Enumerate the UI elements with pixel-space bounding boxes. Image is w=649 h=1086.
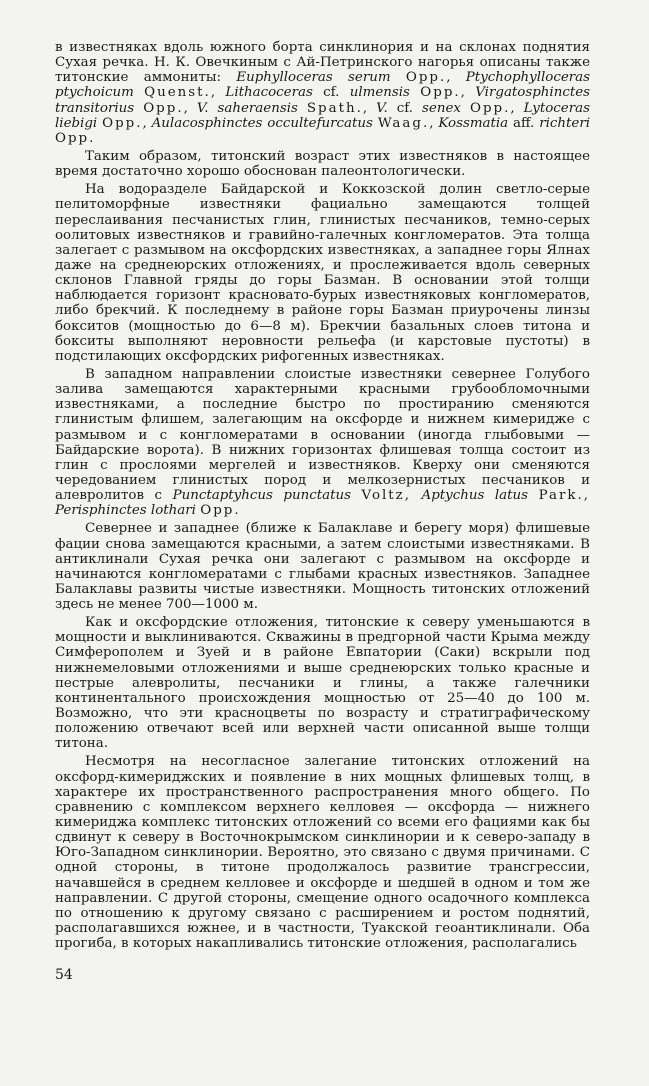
taxon-name: Lithacoceras — [225, 85, 313, 101]
text-run: В западном направлении слоистые известняки севернее Голубого залива замещаются характерными красными грубообломочными известняками, а последние быстро по простиранию сменяются глинистым флишем, залегающим на оксфорде и нижнем кимеридже с размывом и с конгломератами в основании (иногда глыбовыми — Байдарские ворота). В нижних горизонтах флишевая толща состоит из глин с прослоями мергелей и известняков. Кверху они сменяются чередованием глинистых пород и мелкозернистых песчаников и алевролитов с — [55, 366, 590, 504]
text-run: , — [460, 85, 476, 101]
author-name: Spath. — [306, 100, 363, 116]
text-run: в известняках вдоль южного борта синклинория и на склонах поднятия Сухая речка. Н. К. Овечкиным с Ай-Петринского нагорья описаны также титонские аммониты: — [55, 40, 590, 86]
text-run: , — [183, 100, 197, 116]
paragraph — [55, 40, 590, 146]
paragraph — [55, 182, 590, 364]
author-name: Voltz, — [361, 488, 411, 504]
paragraph — [55, 521, 590, 612]
taxon-name: Lytoceras liebigi — [55, 100, 590, 131]
text-column — [55, 40, 590, 951]
page-number: 54 — [55, 967, 73, 983]
text-run — [410, 85, 420, 100]
taxon-name: Punctaptyhcus punctatus — [172, 488, 351, 504]
text-run: , — [210, 85, 226, 101]
taxon-name: Perisphinctes lothari — [55, 503, 196, 519]
author-name: Opp. — [143, 100, 184, 116]
taxon-name: Virgatosphinctes transitorius — [55, 85, 591, 116]
taxon-name: Aptychus latus — [421, 488, 529, 504]
taxon-name: senex — [422, 100, 461, 116]
text-run — [411, 488, 422, 503]
taxon-name: ulmensis — [349, 85, 410, 101]
paragraph — [55, 754, 590, 951]
text-run: , — [362, 100, 377, 116]
text-run — [134, 85, 144, 100]
taxon-name: Euphylloceras serum — [236, 70, 391, 86]
author-name: Opp. — [200, 503, 241, 519]
text-run: cf. — [312, 85, 350, 101]
text-run: aff. — [508, 115, 540, 131]
text-run: Несмотря на несогласное залегание титонских отложений на оксфорд-кимериджских и появление в них мощных флишевых толщ, в характере их пространственного распространения много общего. По сравнению с комплексом верхнего келловея — оксфорда — нижнего кимериджа комплекс титонских отложений со всеми его фациями как бы сдвинут к северу в Восточнокрымском синклинории и к северо-западу в Юго-Западном синклинории. Вероятно, это связано с двумя причинами. С одной стороны, в титоне продолжалось развитие трансгрессии, начавшейся в среднем келловее и оксфорде и шедшей в одном и том же направлении. С другой стороны, смещение одного осадочного комплекса по отношению к другому связано с расширением и ростом поднятий, располагавшихся южнее, и в частности, Туакской геоантиклинали. Оба прогиба, в которых накапливались титонские отложения, располагались — [55, 754, 590, 952]
text-run: Как и оксфордские отложения, титонские к северу уменьшаются в мощности и выклиниваются. Скважины в предгорной части Крыма между Симферополем и Зуей и в районе Евпатории (Саки) вскрыли под нижнемеловыми отложениями и выше среднеюрских только красные и пестрые алевролиты, песчаники и глины, а также галечники континентального происхождения мощностью от 25—40 до 100 м. Возможно, что эти красноцветы по возрасту и стратиграфическому положению отвечают всей или верхней части описанной выше толщи титона. — [55, 615, 590, 752]
author-name: Opp. — [420, 85, 461, 101]
paragraph — [55, 367, 590, 518]
paragraph — [55, 615, 590, 751]
author-name: Quenst. — [144, 85, 211, 101]
text-run: , — [446, 70, 466, 86]
text-run — [134, 101, 143, 116]
text-run: , — [429, 115, 439, 131]
text-run: Таким образом, титонский возраст этих известняков в настоящее время достаточно хорошо обоснован палеонтологически. — [55, 148, 590, 180]
text-run — [528, 488, 539, 503]
text-run — [298, 101, 307, 116]
text-run — [391, 70, 406, 85]
author-name: Opp. — [55, 130, 96, 146]
text-run: cf. — [387, 100, 423, 116]
taxon-name: Kossmatia — [438, 115, 509, 131]
taxon-name: V. saheraensis — [196, 100, 298, 116]
paragraph — [55, 149, 590, 179]
author-name: Waag. — [377, 115, 430, 131]
text-run — [461, 101, 470, 116]
text-run: Севернее и западнее (ближе к Балаклаве и берегу моря) флишевые фации снова замещаются красными, а затем слоистыми известняками. В антиклинали Сухая речка они залегают с размывом на оксфорде и начинаются конгломератами с глыбами красных известняков. Западнее Балаклавы развиты чистые известняки. Мощность титонских отложений здесь не менее 700—1000 м. — [55, 521, 590, 613]
author-name: Park., — [538, 488, 591, 504]
text-run: На водоразделе Байдарской и Коккозской долин светло-серые пелитоморфные известняки фациально замещаются толщей переслаивания песчанистых глин, глинистых песчаников, темно-серых оолитовых известняков и гравийно-галечных конгломератов. Эта толща залегает с размывом на оксфордских известняках, а западнее горы Ялнах даже на среднеюрских отложениях, и прослеживается вдоль северных склонов Главной гряды до горы Базман. В основании этой толщи наблюдается горизонт красновато-бурых известняковых конгломератов, либо брекчий. К последнему в районе горы Базман приурочены линзы бокситов (мощностью до 6—8 м). Брекчии базальных слоев титона и бокситы выполняют неровности рельефа (и карстовые пустоты) в подстилающих оксфордских рифогенных известняках. — [55, 182, 590, 364]
text-run — [351, 488, 362, 503]
taxon-name: Ptychophylloceras ptychoicum — [55, 70, 591, 101]
taxon-name: V. — [376, 100, 388, 116]
author-name: Opp. — [102, 115, 143, 131]
taxon-name: richteri — [539, 115, 591, 131]
author-name: Opp. — [469, 100, 511, 116]
taxon-name: Aulacosphinctes occultefurcatus — [151, 115, 373, 131]
author-name: Opp. — [405, 70, 447, 86]
text-run: , — [142, 115, 152, 131]
text-run: , — [510, 100, 524, 116]
